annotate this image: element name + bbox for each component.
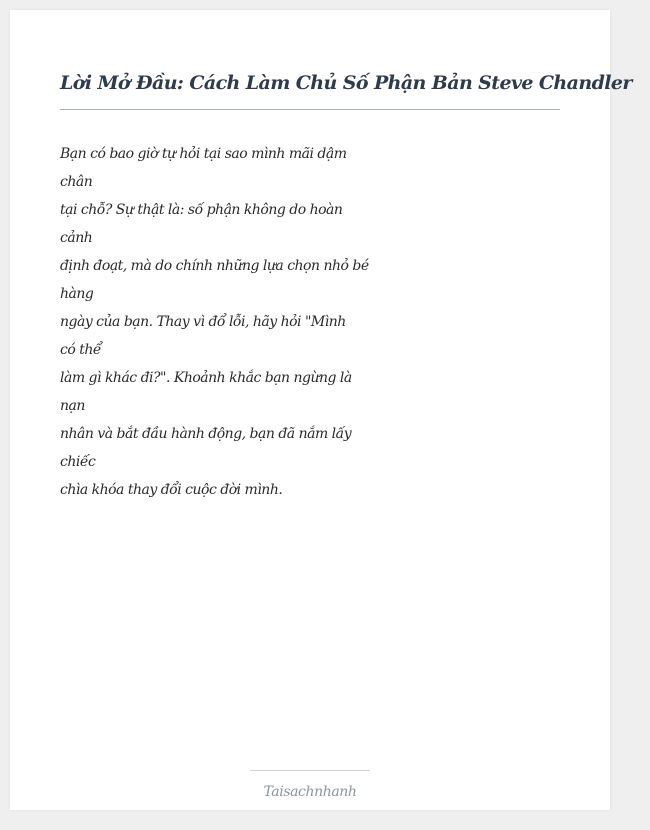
text-line: tại chỗ? Sự thật là: số phận không do hoàn bbox=[60, 202, 343, 218]
title-divider bbox=[60, 109, 560, 110]
body-paragraph bbox=[60, 140, 369, 504]
text-line: chiếc bbox=[60, 454, 96, 470]
text-line: làm gì khác đi?". Khoảnh khắc bạn ngừng là bbox=[60, 370, 352, 386]
text-line: Bạn có bao giờ tự hỏi tại sao mình mãi dậm bbox=[60, 146, 347, 162]
page-title: Lời Mở Đầu: Cách Làm Chủ Số Phận Bản Steve Chandler bbox=[60, 72, 632, 94]
text-line: nạn bbox=[60, 398, 85, 414]
document-page bbox=[10, 10, 632, 810]
text-line: có thể bbox=[60, 342, 101, 358]
text-line: cảnh bbox=[60, 230, 93, 246]
footer-divider bbox=[250, 770, 370, 771]
text-line: ngày của bạn. Thay vì đổ lỗi, hãy hỏi "Mình bbox=[60, 314, 346, 330]
text-line: chân bbox=[60, 174, 93, 190]
text-line: định đoạt, mà do chính những lựa chọn nhỏ bé bbox=[60, 258, 369, 274]
text-line: chìa khóa thay đổi cuộc đời mình. bbox=[60, 482, 283, 498]
text-line: nhân và bắt đầu hành động, bạn đã nắm lấy bbox=[60, 426, 352, 442]
text-line: hàng bbox=[60, 286, 94, 302]
footer-source: Taisachnhanh bbox=[263, 784, 357, 800]
